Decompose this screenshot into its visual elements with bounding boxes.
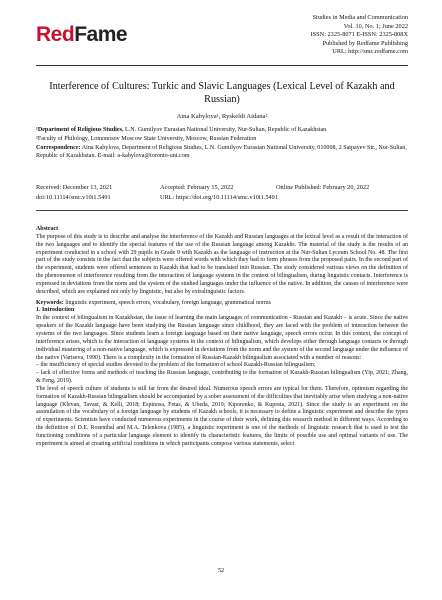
article-title: Interference of Cultures: Turkic and Slavic Languages (Lexical Level of Kazakh and Russian) bbox=[49, 81, 395, 105]
journal-issn: ISSN: 2325-8071 E-ISSN: 2325-808X bbox=[310, 31, 408, 38]
received-date: Received: December 13, 2021 bbox=[36, 184, 113, 191]
doi-url[interactable]: URL: https://doi.org/10.11114/smc.v10i1.5491 bbox=[160, 194, 278, 201]
journal-name: Studies in Media and Communication bbox=[312, 14, 408, 21]
abstract-text: The purpose of this study is to describe and analyse the interference of the Kazakh and Russian languages at the lexical level as a result of the interaction of the two languages and to identify the special features of the use of the Russian language among Kazakhs. The material of the study is the results of an experiment conducted in a school with 29 pupils in Grade 9 with Kazakh as the language of instruction at the Nur-Sultan Lyceum School No. 48. The first part of the study consists in the fact that the subjects were offered words with which they had to form phrases from the proposed pairs. In the second part of the experiment, students were offered sentences in Kazakh that had to be translated into Russian. The study considered various views on the definition of the phenomenon of interference resulting from the interaction of language systems in the context of bilingualism, during linguistic contacts. Interference is expressed in deviations from the norm and the system of the studied languages under the influence of the native. In addition, the causes of interference were described, which are explained not only by linguistic, but also by extralinguistic factors. bbox=[36, 233, 408, 295]
article-authors: Aina Kabylova¹, Ryskeldi Aidana² bbox=[176, 113, 268, 120]
logo-red-part: Red bbox=[36, 23, 75, 46]
intro-paragraph-1: In the context of bilingualism in Kazakhstan, the issue of learning the main languages of communication - Russian and Kazakh – is acute. Since the native speakers of the Kazakh language have been studying the Russian language since childhood, they are faced with the problem of interaction between the systems of the two languages. Since students learn a foreign language based on their native language, speech errors occur. In this context, the concept of interference arises, which is the interaction of language systems in the context of bilingualism, which develops either through language contacts or through individual mastering of a non-native language, which is expressed in deviations from the norm and the system of the second language under the influence of the native (Vartseva, 1990). There is a complexity in the formation of Russian-Kazakh bilingualism associated with a number of reasons: bbox=[36, 315, 408, 361]
doi: doi:10.11114/smc.v10i1.5491 bbox=[36, 194, 111, 201]
intro-bullet-2: – lack of effective forms and methods of teaching the Russian language, contributing to the formation of Kazakh-Russian bilingualism (Yip, 2021; Zhang, & Feng, 2019). bbox=[36, 370, 408, 385]
journal-publisher: Published by Redfame Publishing bbox=[322, 39, 408, 47]
publication-dates bbox=[36, 183, 408, 203]
intro-bullet-1: – the insufficiency of special studies devoted to the problem of the formation of school Kazakh-Russian bilingualism; bbox=[36, 362, 316, 369]
journal-url[interactable]: URL: http://smc.redfame.com bbox=[332, 48, 408, 55]
affiliations bbox=[36, 126, 408, 161]
keywords: Keywords: linguistic experiment, speech errors, vocabulary, foreign language, grammatical norms bbox=[36, 299, 271, 306]
accepted-date: Accepted: February 15, 2022 bbox=[160, 184, 234, 191]
introduction-heading: 1. Introduction bbox=[36, 307, 75, 314]
section-divider bbox=[36, 210, 408, 211]
journal-volume: Vol. 10, No. 1; June 2022 bbox=[343, 22, 408, 30]
publisher-logo bbox=[36, 24, 127, 45]
page-number: 52 bbox=[217, 567, 225, 574]
online-date: Online Published: February 20, 2022 bbox=[276, 184, 370, 191]
header-divider bbox=[36, 65, 408, 66]
logo-dark-part: Fame bbox=[74, 23, 128, 46]
intro-paragraph-2: The level of speech culture of students is still far from the desired ideal. Numerous speech errors are typical for them. Therefore, optimism regarding the formation of Kazakh-Russian bilingualism should be accompanied by a sober assessment of the difficulties that inevitably arise when studying a non-native language (Klevan, Tavast, & Kelli, 2018; Espinosa, Fetas, & Ubeda, 2019; Kiporenko, & Kuprata, 2021). Since the study is an experiment on the assimilation of the vocabulary of a foreign language by students of Kazakh schools, it is necessary to define a linguistic experiment and describe the types of experiments. Scientists have conducted numerous experiments in the course of their work, defining this research method in different ways. According to the definition of D.E. Rosenthal and M.A. Telenkova (1985), a linguistic experiment is one of the methods of linguistic research that is used to test the functioning conditions of a particular language element to identify its characteristic features, the limits of possible use and optimal variants of use. The experiment is aimed at creating artificial conditions in which participants compose various statements, select bbox=[36, 385, 408, 447]
correspondence: Correspondence: Aina Kabylova, Department of Religious Studies, L.N. Gumilyov Eurasian National University, 010008, 2 Satpayev Str., Nur-Sultan, Republic of Kazakhstan. E-mail: a-kabylova@toronto-uni.com bbox=[36, 144, 407, 160]
abstract-heading: Abstract bbox=[36, 226, 59, 232]
journal-info bbox=[208, 14, 408, 57]
affiliation-2: ²Faculty of Philology, Lomonosov Moscow State University, Moscow, Russian Federation bbox=[36, 135, 257, 142]
affiliation-1: ¹Department of Religious Studies, L.N. Gumilyov Eurasian National University, Nur-Sultan, Republic of Kazakhstan bbox=[36, 127, 327, 133]
article-body bbox=[36, 226, 408, 449]
